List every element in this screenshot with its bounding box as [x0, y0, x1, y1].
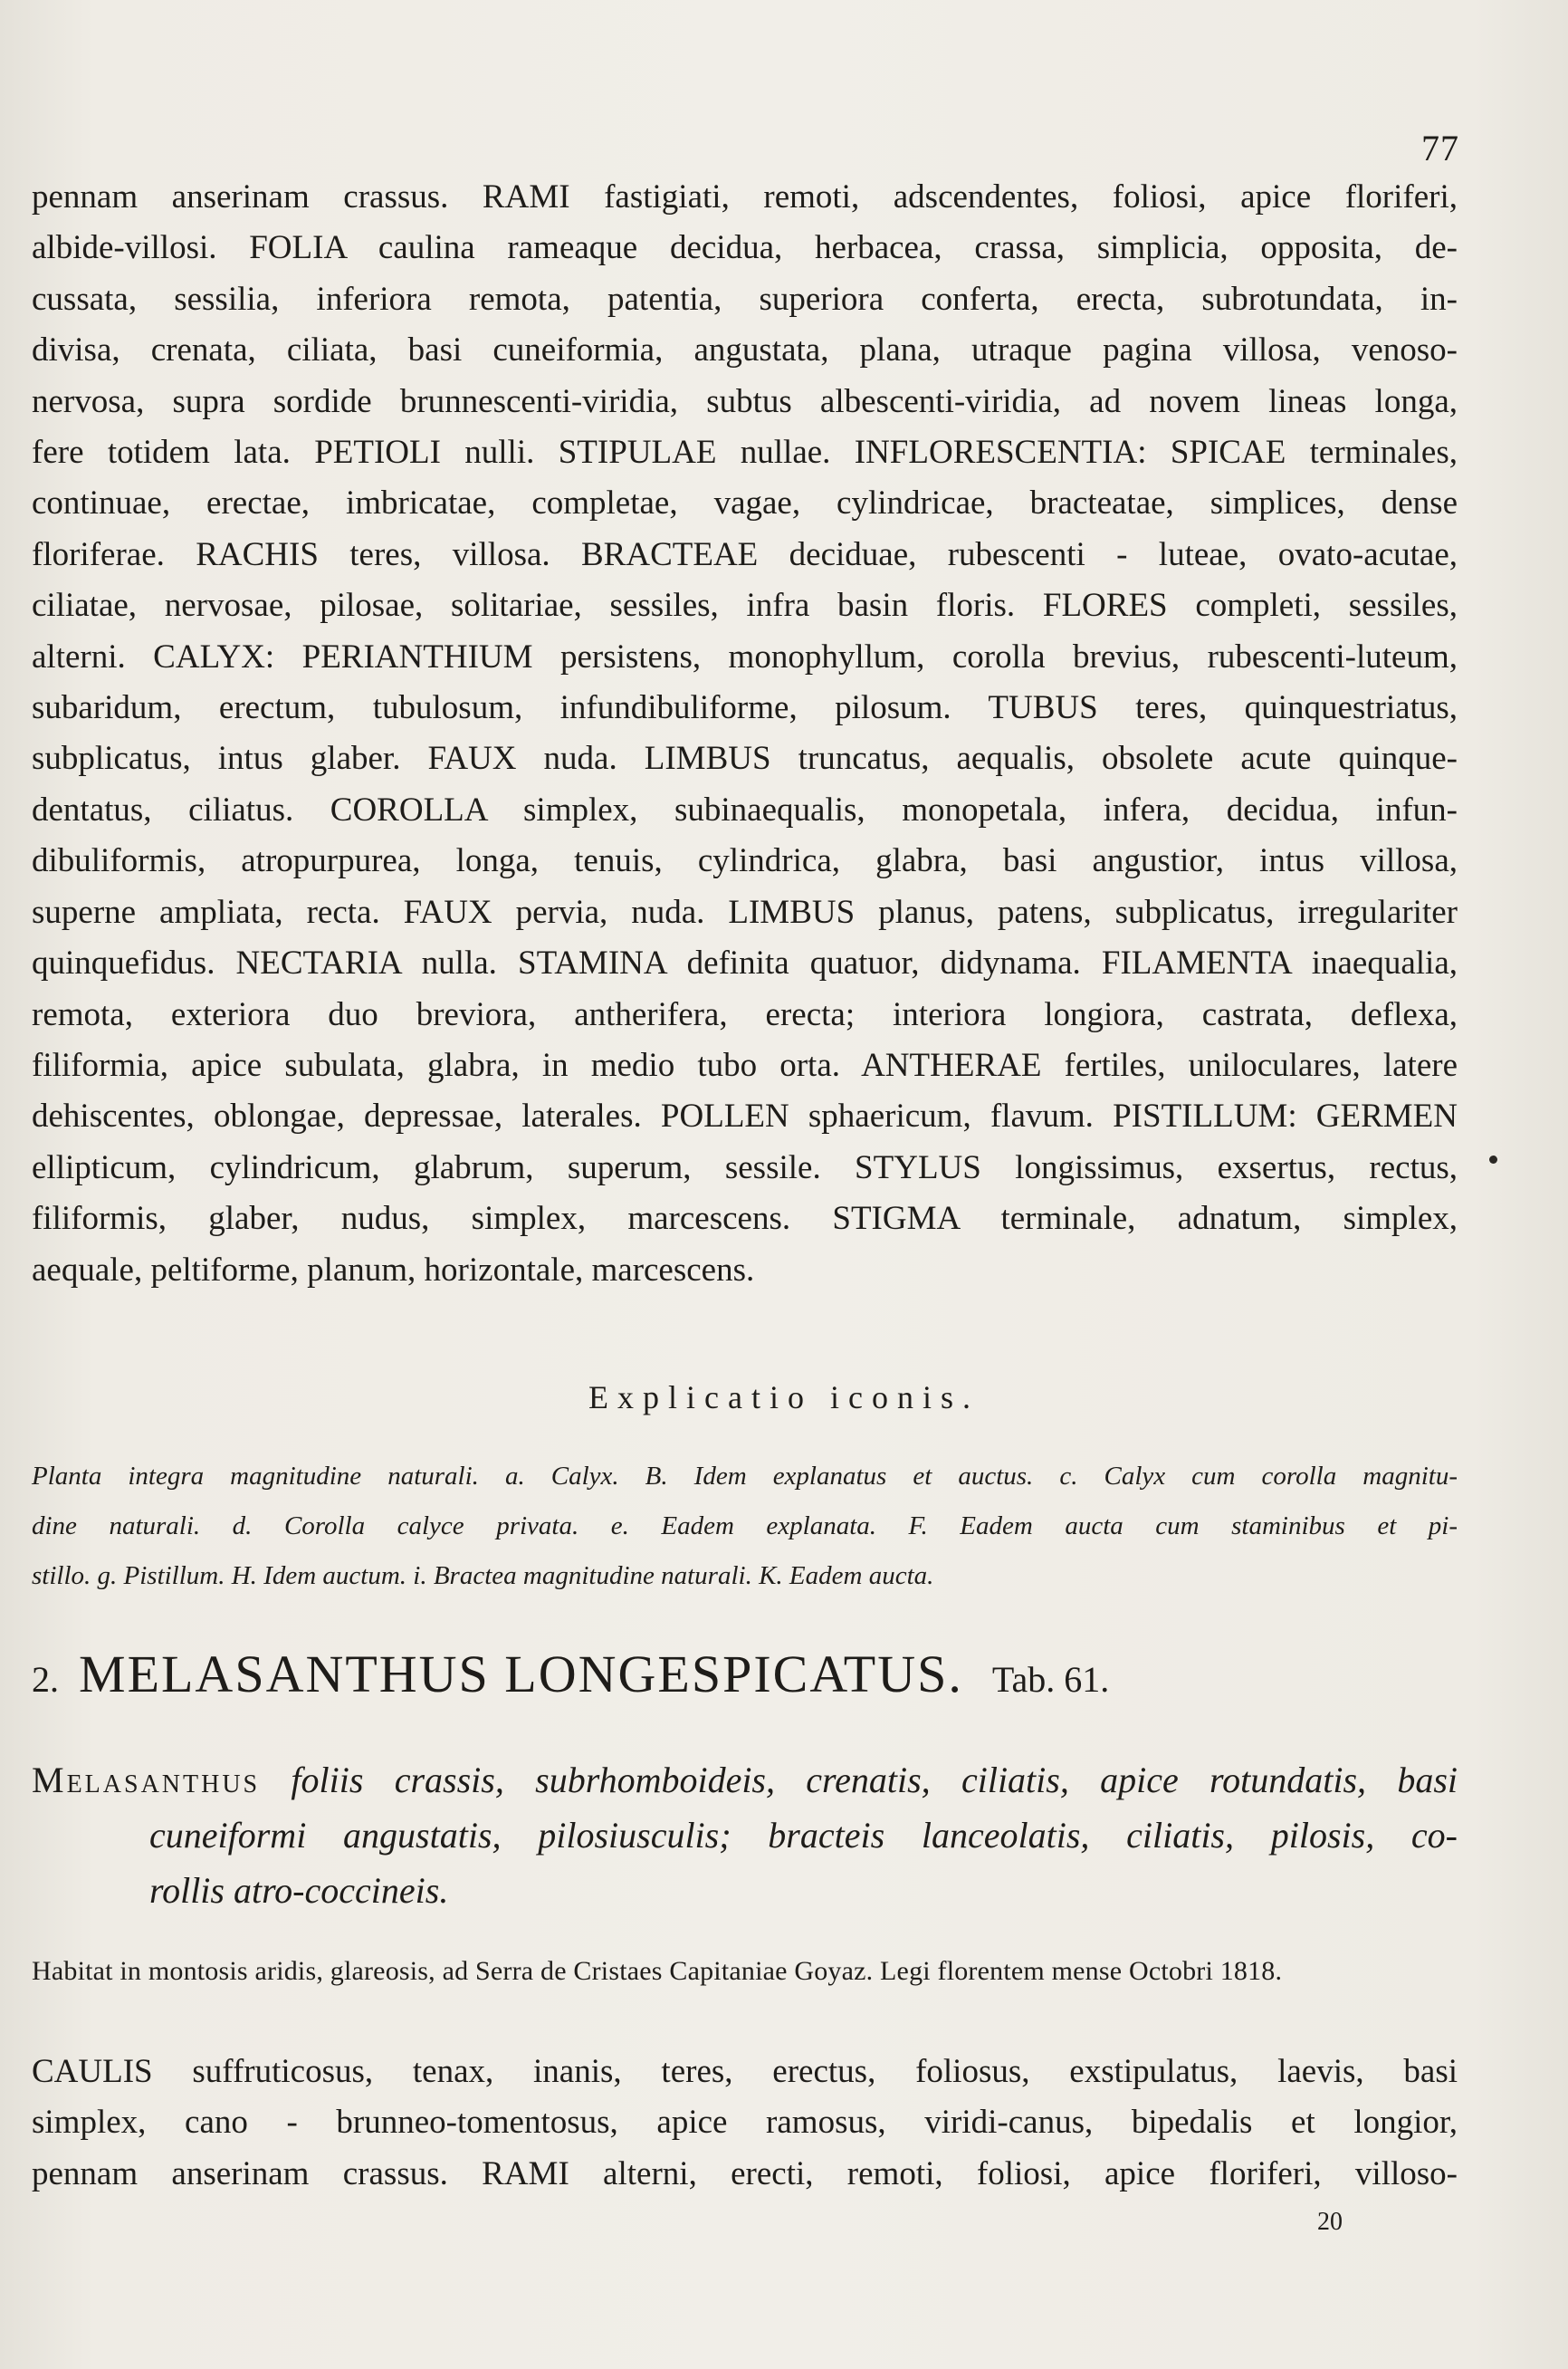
text-line: pennam anserinam crassus. RAMI alterni, erecti, remoti, foliosi, apice floriferi, villoso-	[32, 2154, 1458, 2192]
species-diagnosis	[32, 1752, 1458, 1918]
text-line: continuae, erectae, imbricatae, completae, vagae, cylindricae, bracteatae, simplices, dense	[32, 484, 1458, 523]
caption-line: dine naturali. d. Corolla calyce privata. e. Eadem explanata. F. Eadem aucta cum staminibus et pi-	[32, 1511, 1458, 1540]
text-line: floriferae. RACHIS teres, villosa. BRACTEAE deciduae, rubescenti - luteae, ovato-acutae,	[32, 535, 1458, 573]
text-line: remota, exteriora duo breviora, antherifera, erecta; interiora longiora, castrata, deflexa,	[32, 995, 1458, 1033]
caption-line: Planta integra magnitudine naturali. a. Calyx. B. Idem explanatus et auctus. c. Calyx cum corolla magnitu-	[32, 1462, 1458, 1491]
signature-mark: 20	[1317, 2208, 1343, 2236]
text-line: filiformia, apice subulata, glabra, in medio tubo orta. ANTHERAE fertiles, uniloculares, latere	[32, 1046, 1458, 1084]
text-line: dibuliformis, atropurpurea, longa, tenuis, cylindrica, glabra, basi angustior, intus villosa,	[32, 842, 1458, 880]
ink-dot	[1489, 1156, 1497, 1164]
species-number: 2.	[32, 1659, 59, 1700]
text-line: pennam anserinam crassus. RAMI fastigiati, remoti, adscendentes, foliosi, apice floriferi,	[32, 178, 1458, 216]
text-line: dentatus, ciliatus. COROLLA simplex, subinaequalis, monopetala, infera, decidua, infun-	[32, 791, 1458, 829]
species-heading	[32, 1644, 1458, 1704]
diagnosis-line	[32, 1752, 1458, 1808]
page-number: 77	[1421, 128, 1459, 168]
text-line: superne ampliata, recta. FAUX pervia, nuda. LIMBUS planus, patens, subplicatus, irregulariter	[32, 893, 1458, 931]
habitat-note: Habitat in montosis aridis, glareosis, ad Serra de Cristaes Capitaniae Goyaz. Legi florentem mense Octobri 1818.	[32, 1956, 1283, 1986]
text-line: alterni. CALYX: PERIANTHIUM persistens, monophyllum, corolla brevius, rubescenti-luteum,	[32, 638, 1458, 676]
text-line: filiformis, glaber, nudus, simplex, marcescens. STIGMA terminale, adnatum, simplex,	[32, 1200, 1458, 1238]
text-line: cussata, sessilia, inferiora remota, patentia, superiora conferta, erecta, subrotundata, in-	[32, 280, 1458, 318]
species-name: MELASANTHUS LONGESPICATUS.	[79, 1645, 963, 1703]
plate-reference: Tab. 61.	[991, 1659, 1110, 1700]
text-line: CAULIS suffruticosus, tenax, inanis, teres, erectus, foliosus, exstipulatus, laevis, basi	[32, 2053, 1458, 2090]
text-line: subaridum, erectum, tubulosum, infundibuliforme, pilosum. TUBUS teres, quinquestriatus,	[32, 689, 1458, 727]
text-line: subplicatus, intus glaber. FAUX nuda. LIMBUS truncatus, aequalis, obsolete acute quinque-	[32, 740, 1458, 778]
text-line: divisa, crenata, ciliata, basi cuneiformia, angustata, plana, utraque pagina villosa, venoso-	[32, 331, 1458, 369]
text-line: ciliatae, nervosae, pilosae, solitariae, sessiles, infra basin floris. FLORES completi, sessiles,	[32, 587, 1458, 625]
diagnosis-text: foliis crassis, subrhomboideis, crenatis, ciliatis, apice rotundatis, basi	[291, 1760, 1458, 1800]
text-line: simplex, cano - brunneo-tomentosus, apice ramosus, viridi-canus, bipedalis et longior,	[32, 2104, 1458, 2142]
plate-caption	[32, 1452, 1458, 1601]
genus-name: Melasanthus	[32, 1760, 261, 1800]
species-description	[32, 2047, 1458, 2200]
text-line: fere totidem lata. PETIOLI nulli. STIPULAE nullae. INFLORESCENTIA: SPICAE terminales,	[32, 434, 1458, 472]
diagnosis-line: cuneiformi angustatis, pilosiusculis; bracteis lanceolatis, ciliatis, pilosis, co-	[149, 1815, 1458, 1856]
text-line: dehiscentes, oblongae, depressae, laterales. POLLEN sphaericum, flavum. PISTILLUM: GERMEN	[32, 1098, 1458, 1136]
text-line: quinquefidus. NECTARIA nulla. STAMINA definita quatuor, didynama. FILAMENTA inaequalia,	[32, 945, 1458, 983]
text-line: aequale, peltiforme, planum, horizontale, marcescens.	[32, 1251, 755, 1289]
text-line: ellipticum, cylindricum, glabrum, superum, sessile. STYLUS longissimus, exsertus, rectus,	[32, 1148, 1458, 1186]
species-description-continued	[32, 172, 1458, 1296]
caption-heading: Explicatio iconis.	[588, 1379, 980, 1415]
text-line: nervosa, supra sordide brunnescenti-viridia, subtus albescenti-viridia, ad novem lineas longa,	[32, 382, 1458, 420]
diagnosis-line: rollis atro-coccineis.	[149, 1870, 449, 1911]
caption-line: stillo. g. Pistillum. H. Idem auctum. i. Bractea magnitudine naturali. K. Eadem aucta.	[32, 1561, 934, 1590]
text-line: albide-villosi. FOLIA caulina rameaque decidua, herbacea, crassa, simplicia, opposita, de-	[32, 229, 1458, 267]
